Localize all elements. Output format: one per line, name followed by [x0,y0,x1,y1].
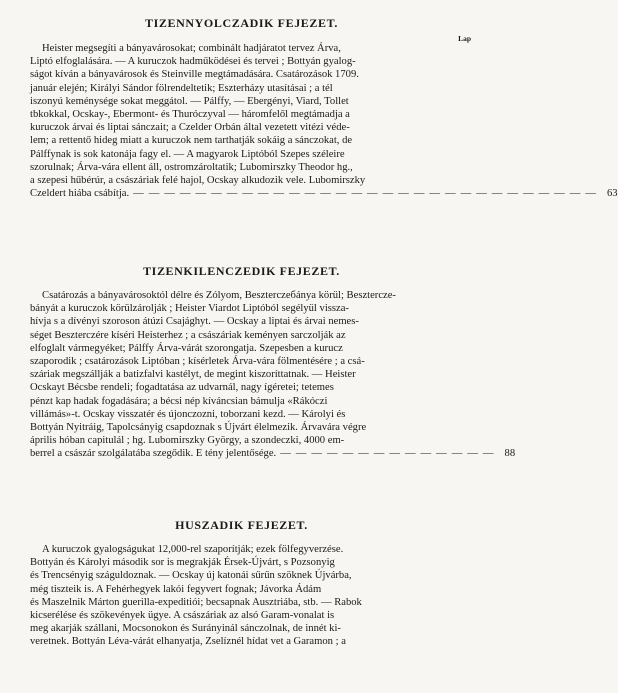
summary-line: szaporodik ; csatározások Liptóban ; kísérletek Árva-vára fölmentésére ; a csá- [30,355,365,367]
summary-line: és Trencsényig száguldoznak. — Ocskay új katonái sűrűn szöknek Újvárba, [30,570,352,582]
summary-line: kuruczok árvai és liptai sánczait; a Czelder Orbán által vezetett vitézi véde- [30,122,350,134]
summary-line: meg akarják szállani, Mocsonokon és Surányinál sánczolnak, de innét ki- [30,623,341,635]
summary-line: iszonyú keménysége sokat meggátol. — Pálffy, — Ebergényi, Viard, Tollet [30,95,349,107]
summary-line: hívja s a dívényi szoroson átúzi Csajághyt. — Ocskay a liptai és árvai nemes- [30,316,359,328]
summary-line: Liptó elfoglalására. — A kuruczok hadműködései és tervei ; Bottyán gyalog- [30,56,356,68]
summary-line: ságot kíván a bányavárosok és Steinville megtámadására. Csatározások 1709. [30,69,359,81]
page-number: 88 [504,448,516,460]
summary-line: A kuruczok gyalogságukat 12,000-rel szaporítják; ezek fölfegyverzése. [42,544,344,555]
summary-line: bányát a kuruczok körülzárolják ; Heister Viardot Liptóból segélyül vissza- [30,303,349,315]
summary-line: április hóban capitulál ; hg. Lubomirszky György, a szondeczki, 4000 em- [30,435,345,447]
summary-line: Csatározás a bányavárosoktól délre és Zólyom, Beszterczeбánya körül; Beszterczе- [42,290,396,301]
chapter-18-summary [30,42,618,200]
chapter-18-title: TIZENNYOLCZADIK FEJEZET. [145,16,338,30]
summary-line: Czeldert hiába csábítja. [30,188,130,200]
summary-line: lem; a rettentő hideg miatt a kuruczok nem tarthatják sokáig a sánczokat, de [30,135,353,147]
summary-line: szorulnak; Árva-vára ellent áll, ostromzároltatik; Lubomirszky Theodor hg., [30,161,353,173]
summary-line: a szepesi hűbérúr, a császáriak felé hajol, Ocskay alkudozik vele. Lubomirszky [30,174,366,186]
summary-line: január elején; Királyi Sándor fölrendeltetik; Eszterházy utasításai ; a tél [30,82,333,94]
summary-line: száriak megszállják a batizfalvi kastélyt, de megint kiszoríttatnak. — Heister [30,369,356,381]
summary-line: tbkokkal, Ocskay-, Ebermont- és Thuróczyval — háromfelől megtámadja a [30,108,350,120]
summary-line: Pálffynak is sok katonája fagy el. — A magyarok Liptóból Szepes széleire [30,148,345,160]
summary-line: még tiszteik is. A Fehérhegyek lakói fegyvert fognak; Jávorka Ádám [30,583,322,595]
dot-leader: —————————————————————————————— [133,188,601,200]
summary-line: Bottyán és Károlyi második sor is megrakják Érsek-Újvárt, s Pozsonyig [30,557,335,569]
summary-line: pénzt kap hadak fogadására; a bécsi nép kíváncsian bámulja «Rákóczi [30,395,328,407]
dot-leader: —————————————— [280,448,499,460]
summary-line: berrel a császár szolgálatába szegődik. E tény jelentősége. [30,448,277,460]
summary-line: és Maszelnik Márton guerilla-expeditiói; becsapnak Ausztriába, stb. — Rabok [30,596,362,608]
chapter-20-summary [30,543,448,649]
summary-line: séget Beszterczére kíséri Heisterhez ; a császáriak keményen sarczolják az [30,329,346,341]
summary-line: elfoglalt vármegyéket; Pálffy Árva-várát szorongatja. Szepesben a kurucz [30,342,343,354]
summary-line: kicserélése és szökevények ügye. A császáriak az alsó Garam-vonalat is [30,609,335,621]
page-label: Lap [458,34,471,43]
summary-leader-line [30,447,516,460]
chapter-19-summary [30,289,516,460]
page-number: 63 [606,188,618,200]
summary-line: veretnek. Bottyán Léva-várát elhanyatja, Zselíznél hídat vet a Garamon ; a [30,636,346,648]
summary-leader-line [30,187,618,200]
summary-line: Ocskayt Bécsbe rendeli; fogadtatása az udvarnál, nagy ígéretei; tetemes [30,382,334,394]
chapter-20-title: HUSZADIK FEJEZET. [175,518,308,532]
summary-line: villámás»-t. Ocskay visszatér és újonczozni, toborzani kezd. — Károlyi és [30,408,346,420]
summary-line: Bottyán Nyitráig, Tapolcsányig csapdoznak s Újvárt élelmezik. Árvavára végre [30,421,367,433]
chapter-19-title: TIZENKILENCZEDIK FEJEZET. [143,264,340,278]
summary-line: Heister megsegíti a bányavárosokat; combinált hadjáratot tervez Árva, [42,43,341,54]
